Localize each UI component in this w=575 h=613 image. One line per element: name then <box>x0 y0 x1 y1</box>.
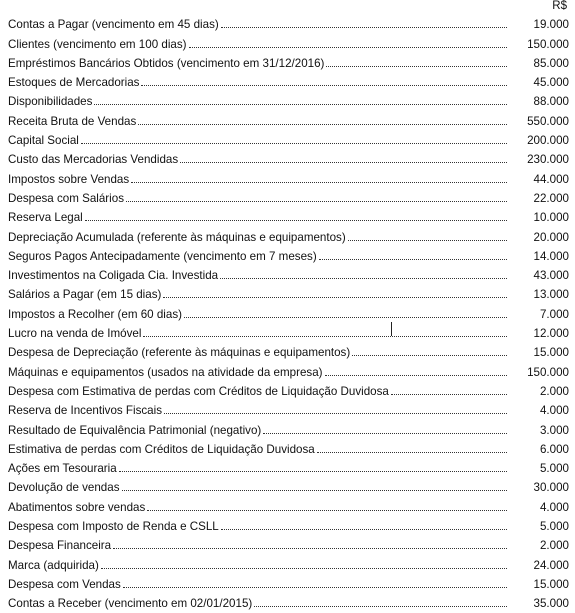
account-row <box>8 417 569 436</box>
account-row <box>8 147 569 166</box>
dotted-leader <box>263 433 507 434</box>
account-value: 88.000 <box>533 95 569 109</box>
account-row <box>8 301 569 320</box>
account-row <box>8 224 569 243</box>
account-value: 20.000 <box>533 230 569 244</box>
account-label: Abatimentos sobre vendas <box>8 500 146 514</box>
account-label: Empréstimos Bancários Obtidos (vencimento em 31/12/2016) <box>8 56 325 70</box>
account-value: 5.000 <box>539 462 569 476</box>
account-label: Salários a Pagar (em 15 dias) <box>8 288 162 302</box>
account-label: Contas a Pagar (vencimento em 45 dias) <box>8 18 219 32</box>
dotted-leader <box>126 201 507 202</box>
account-row <box>8 379 569 398</box>
account-label: Lucro na venda de Imóvel <box>8 327 142 341</box>
account-value: 6.000 <box>539 442 569 456</box>
account-value: 3.000 <box>539 423 569 437</box>
account-row <box>8 552 569 571</box>
dotted-leader <box>101 568 507 569</box>
account-label: Capital Social <box>8 134 79 148</box>
account-label: Ações em Tesouraria <box>8 462 117 476</box>
account-value: 13.000 <box>533 288 569 302</box>
dotted-leader <box>94 104 507 105</box>
dotted-leader <box>119 471 507 472</box>
account-label: Impostos sobre Vendas <box>8 172 130 186</box>
dotted-leader <box>164 413 507 414</box>
account-value: 200.000 <box>527 134 569 148</box>
account-label: Devolução de vendas <box>8 481 120 495</box>
account-label: Despesa de Depreciação (referente às máquinas e equipamentos) <box>8 346 351 360</box>
account-row <box>8 475 569 494</box>
dotted-leader <box>85 220 507 221</box>
account-label: Despesa com Salários <box>8 191 124 205</box>
account-label: Estimativa de perdas com Créditos de Liquidação Duvidosa <box>8 442 315 456</box>
dotted-leader <box>221 529 507 530</box>
dotted-leader <box>143 336 507 337</box>
dotted-leader <box>131 182 507 183</box>
account-row <box>8 31 569 50</box>
dotted-leader <box>122 490 507 491</box>
account-row <box>8 108 569 127</box>
account-value: 12.000 <box>533 327 569 341</box>
account-row <box>8 51 569 70</box>
dotted-leader <box>81 143 507 144</box>
account-value: 2.000 <box>539 384 569 398</box>
account-value: 30.000 <box>533 481 569 495</box>
account-label: Receita Bruta de Vendas <box>8 114 137 128</box>
account-row <box>8 70 569 89</box>
account-label: Reserva de Incentivos Fiscais <box>8 404 163 418</box>
dotted-leader <box>221 27 507 28</box>
dotted-leader <box>220 278 507 279</box>
account-value: 43.000 <box>533 269 569 283</box>
dotted-leader <box>189 47 508 48</box>
account-row <box>8 591 569 610</box>
account-value: 2.000 <box>539 539 569 553</box>
account-value: 22.000 <box>533 191 569 205</box>
account-label: Custo das Mercadorias Vendidas <box>8 153 179 167</box>
dotted-leader <box>147 510 507 511</box>
account-label: Disponibilidades <box>8 95 93 109</box>
account-value: 5.000 <box>539 520 569 534</box>
account-value: 14.000 <box>533 249 569 263</box>
dotted-leader <box>348 240 507 241</box>
account-row <box>8 166 569 185</box>
dotted-leader <box>180 162 507 163</box>
account-row <box>8 186 569 205</box>
account-label: Investimentos na Coligada Cia. Investida <box>8 269 219 283</box>
dotted-leader <box>317 452 507 453</box>
account-row <box>8 514 569 533</box>
account-row <box>8 205 569 224</box>
account-label: Resultado de Equivalência Patrimonial (negativo) <box>8 423 262 437</box>
account-label: Despesa com Vendas <box>8 577 121 591</box>
account-row <box>8 456 569 475</box>
account-value: 35.000 <box>533 597 569 611</box>
account-row <box>8 494 569 513</box>
account-value: 15.000 <box>533 577 569 591</box>
account-value: 10.000 <box>533 211 569 225</box>
account-row <box>8 572 569 591</box>
account-label: Clientes (vencimento em 100 dias) <box>8 37 187 51</box>
dotted-leader <box>325 375 507 376</box>
account-label: Marca (adquirida) <box>8 558 99 572</box>
account-value: 24.000 <box>533 558 569 572</box>
account-label: Estoques de Mercadorias <box>8 76 140 90</box>
account-rows <box>8 12 569 610</box>
account-value: 230.000 <box>527 153 569 167</box>
account-value: 4.000 <box>539 500 569 514</box>
account-value: 4.000 <box>539 404 569 418</box>
account-value: 550.000 <box>527 114 569 128</box>
account-label: Despesa com Imposto de Renda e CSLL <box>8 520 219 534</box>
dotted-leader <box>163 297 507 298</box>
dotted-leader <box>138 124 507 125</box>
account-row <box>8 263 569 282</box>
account-label: Depreciação Acumulada (referente às máquinas e equipamentos) <box>8 230 346 244</box>
account-row <box>8 12 569 31</box>
dotted-leader <box>113 548 507 549</box>
account-label: Máquinas e equipamentos (usados na atividade da empresa) <box>8 365 323 379</box>
dotted-leader <box>391 394 507 395</box>
account-value: 44.000 <box>533 172 569 186</box>
account-value: 150.000 <box>527 37 569 51</box>
dotted-leader <box>319 259 507 260</box>
dotted-leader <box>326 66 507 67</box>
account-value: 150.000 <box>527 365 569 379</box>
account-row <box>8 533 569 552</box>
account-row <box>8 89 569 108</box>
account-label: Contas a Receber (vencimento em 02/01/2015) <box>8 597 253 611</box>
account-row <box>8 282 569 301</box>
account-value: 45.000 <box>533 76 569 90</box>
account-row <box>8 359 569 378</box>
account-row <box>8 398 569 417</box>
account-label: Despesa com Estimativa de perdas com Créditos de Liquidação Duvidosa <box>8 384 389 398</box>
dotted-leader <box>123 587 507 588</box>
account-value: 7.000 <box>539 307 569 321</box>
dotted-leader <box>141 85 507 86</box>
account-label: Despesa Financeira <box>8 539 112 553</box>
account-row <box>8 437 569 456</box>
account-label: Seguros Pagos Antecipadamente (vencimento em 7 meses) <box>8 249 317 263</box>
currency-header: R$ <box>552 0 567 12</box>
account-label: Reserva Legal <box>8 211 83 225</box>
dotted-leader <box>352 355 507 356</box>
account-row <box>8 321 569 340</box>
account-value: 15.000 <box>533 346 569 360</box>
account-row <box>8 244 569 263</box>
dotted-leader <box>184 317 507 318</box>
account-value: 85.000 <box>533 56 569 70</box>
account-row <box>8 128 569 147</box>
account-label: Impostos a Recolher (em 60 dias) <box>8 307 182 321</box>
account-value: 19.000 <box>533 18 569 32</box>
dotted-leader <box>254 606 507 607</box>
account-row <box>8 340 569 359</box>
text-cursor-icon <box>391 322 392 336</box>
